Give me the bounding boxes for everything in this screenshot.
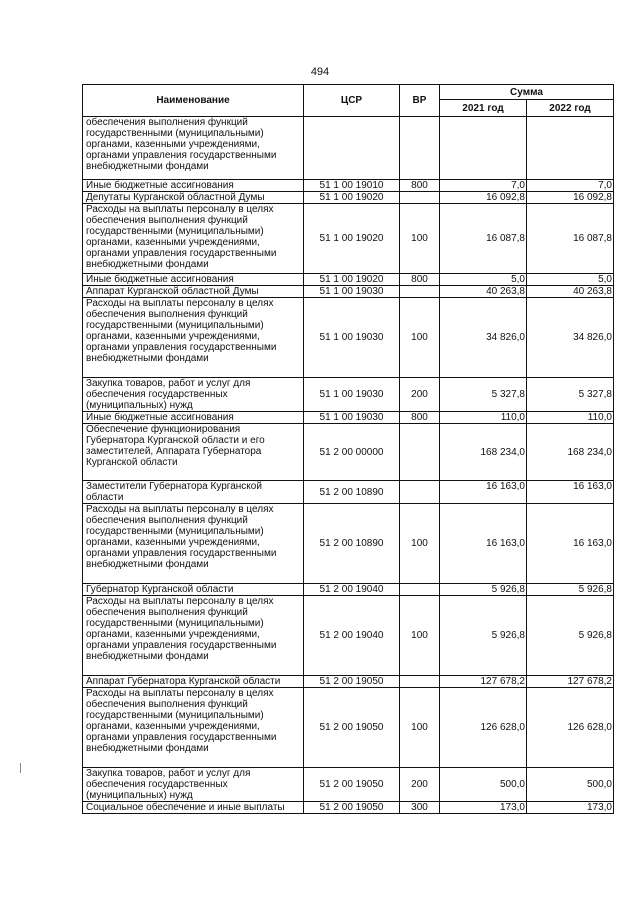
row-name-cell: Обеспечение функционирования Губернатора Курганской области и его заместителей, Аппарата Губернатора Курганской области (83, 424, 304, 481)
table-row (83, 688, 614, 768)
row-csr-cell: 51 2 00 19050 (304, 802, 400, 814)
table-row (83, 596, 614, 676)
row-name-cell: Губернатор Курганской области (83, 584, 304, 596)
row-amount-2021-cell: 5,0 (440, 274, 527, 286)
row-vr-cell (400, 286, 440, 298)
row-amount-2022-cell: 7,0 (527, 180, 614, 192)
table-row (83, 180, 614, 192)
row-vr-cell: 800 (400, 412, 440, 424)
row-csr-cell: 51 1 00 19030 (304, 378, 400, 412)
row-csr-cell (304, 117, 400, 180)
table-body (83, 117, 614, 814)
row-amount-2022-cell: 110,0 (527, 412, 614, 424)
row-vr-cell: 200 (400, 378, 440, 412)
row-vr-cell: 800 (400, 274, 440, 286)
row-amount-2021-cell: 110,0 (440, 412, 527, 424)
row-amount-2022-cell: 5,0 (527, 274, 614, 286)
row-amount-2021-cell: 126 628,0 (440, 688, 527, 768)
row-name-cell: Аппарат Курганской областной Думы (83, 286, 304, 298)
row-name-cell: Депутаты Курганской областной Думы (83, 192, 304, 204)
row-vr-cell: 100 (400, 204, 440, 274)
row-amount-2021-cell: 7,0 (440, 180, 527, 192)
row-vr-cell: 200 (400, 768, 440, 802)
row-amount-2022-cell: 168 234,0 (527, 424, 614, 481)
row-vr-cell (400, 117, 440, 180)
row-amount-2021-cell: 500,0 (440, 768, 527, 802)
row-vr-cell: 100 (400, 596, 440, 676)
row-amount-2021-cell: 173,0 (440, 802, 527, 814)
row-csr-cell: 51 2 00 19040 (304, 596, 400, 676)
row-name-cell: Иные бюджетные ассигнования (83, 412, 304, 424)
row-name-cell: Аппарат Губернатора Курганской области (83, 676, 304, 688)
row-amount-2021-cell: 5 926,8 (440, 584, 527, 596)
row-amount-2021-cell: 5 327,8 (440, 378, 527, 412)
row-csr-cell: 51 1 00 19030 (304, 286, 400, 298)
table-row (83, 192, 614, 204)
row-csr-cell: 51 2 00 00000 (304, 424, 400, 481)
row-name-cell: Закупка товаров, работ и услуг для обеспечения государственных (муниципальных) нужд (83, 378, 304, 412)
table-row (83, 117, 614, 180)
row-csr-cell: 51 1 00 19030 (304, 412, 400, 424)
table-row (83, 504, 614, 584)
row-vr-cell: 100 (400, 504, 440, 584)
row-csr-cell: 51 1 00 19020 (304, 192, 400, 204)
row-name-cell: Расходы на выплаты персоналу в целях обеспечения выполнения функций государственными (муниципальными) органами, казенными учреждениями, органами управления государственными внебюджетными фондами (83, 688, 304, 768)
row-csr-cell: 51 2 00 10890 (304, 504, 400, 584)
row-vr-cell: 800 (400, 180, 440, 192)
row-vr-cell (400, 676, 440, 688)
table-row (83, 584, 614, 596)
row-name-cell: Иные бюджетные ассигнования (83, 274, 304, 286)
row-amount-2022-cell: 5 327,8 (527, 378, 614, 412)
table-row (83, 802, 614, 814)
header-sum: Сумма (440, 85, 614, 100)
row-name-cell: Заместители Губернатора Курганской области (83, 481, 304, 504)
header-vr: ВР (400, 85, 440, 117)
row-name-cell: Расходы на выплаты персоналу в целях обеспечения выполнения функций государственными (муниципальными) органами, казенными учреждениями, органами управления государственными внебюджетными фондами (83, 204, 304, 274)
header-name: Наименование (83, 85, 304, 117)
row-vr-cell (400, 192, 440, 204)
row-csr-cell: 51 1 00 19020 (304, 204, 400, 274)
row-csr-cell: 51 2 00 19050 (304, 688, 400, 768)
budget-table (82, 84, 614, 814)
row-amount-2021-cell: 16 092,8 (440, 192, 527, 204)
row-amount-2022-cell: 34 826,0 (527, 298, 614, 378)
row-name-cell: Расходы на выплаты персоналу в целях обеспечения выполнения функций государственными (муниципальными) органами, казенными учреждениями, органами управления государственными внебюджетными фондами (83, 298, 304, 378)
row-amount-2021-cell: 168 234,0 (440, 424, 527, 481)
row-amount-2022-cell: 500,0 (527, 768, 614, 802)
row-amount-2022-cell: 40 263,8 (527, 286, 614, 298)
table-row (83, 412, 614, 424)
row-name-cell: Закупка товаров, работ и услуг для обеспечения государственных (муниципальных) нужд (83, 768, 304, 802)
row-amount-2021-cell: 16 087,8 (440, 204, 527, 274)
row-csr-cell: 51 1 00 19010 (304, 180, 400, 192)
row-amount-2021-cell: 16 163,0 (440, 481, 527, 504)
row-name-cell: Иные бюджетные ассигнования (83, 180, 304, 192)
row-vr-cell: 100 (400, 688, 440, 768)
table-row (83, 768, 614, 802)
row-amount-2022-cell (527, 117, 614, 180)
row-vr-cell (400, 481, 440, 504)
row-name-cell: обеспечения выполнения функций государственными (муниципальными) органами, казенными учреждениями, органами управления государственными внебюджетными фондами (83, 117, 304, 180)
row-amount-2021-cell: 5 926,8 (440, 596, 527, 676)
table-row (83, 204, 614, 274)
row-csr-cell: 51 1 00 19030 (304, 298, 400, 378)
table-row (83, 481, 614, 504)
row-vr-cell (400, 424, 440, 481)
row-amount-2022-cell: 5 926,8 (527, 596, 614, 676)
table-row (83, 274, 614, 286)
row-name-cell: Расходы на выплаты персоналу в целях обеспечения выполнения функций государственными (муниципальными) органами, казенными учреждениями, органами управления государственными внебюджетными фондами (83, 596, 304, 676)
row-csr-cell: 51 2 00 19050 (304, 676, 400, 688)
table-row (83, 286, 614, 298)
header-year-2022: 2022 год (527, 100, 614, 117)
header-year-2021: 2021 год (440, 100, 527, 117)
row-csr-cell: 51 2 00 19050 (304, 768, 400, 802)
row-csr-cell: 51 2 00 19040 (304, 584, 400, 596)
row-vr-cell: 300 (400, 802, 440, 814)
row-amount-2021-cell (440, 117, 527, 180)
page-number: 494 (310, 66, 330, 78)
row-amount-2022-cell: 5 926,8 (527, 584, 614, 596)
row-amount-2022-cell: 126 628,0 (527, 688, 614, 768)
row-amount-2021-cell: 34 826,0 (440, 298, 527, 378)
table-row (83, 676, 614, 688)
table-row (83, 378, 614, 412)
row-amount-2022-cell: 127 678,2 (527, 676, 614, 688)
table-row (83, 298, 614, 378)
table-header-row (83, 85, 614, 100)
row-csr-cell: 51 1 00 19020 (304, 274, 400, 286)
row-vr-cell: 100 (400, 298, 440, 378)
row-amount-2021-cell: 40 263,8 (440, 286, 527, 298)
table-row (83, 424, 614, 481)
row-amount-2022-cell: 16 163,0 (527, 481, 614, 504)
row-amount-2022-cell: 173,0 (527, 802, 614, 814)
row-csr-cell: 51 2 00 10890 (304, 481, 400, 504)
row-vr-cell (400, 584, 440, 596)
row-amount-2022-cell: 16 092,8 (527, 192, 614, 204)
row-name-cell: Расходы на выплаты персоналу в целях обеспечения выполнения функций государственными (муниципальными) органами, казенными учреждениями, органами управления государственными внебюджетными фондами (83, 504, 304, 584)
scan-mark (20, 763, 21, 773)
row-amount-2021-cell: 16 163,0 (440, 504, 527, 584)
row-amount-2022-cell: 16 087,8 (527, 204, 614, 274)
row-amount-2022-cell: 16 163,0 (527, 504, 614, 584)
row-amount-2021-cell: 127 678,2 (440, 676, 527, 688)
header-csr: ЦСР (304, 85, 400, 117)
row-name-cell: Социальное обеспечение и иные выплаты (83, 802, 304, 814)
